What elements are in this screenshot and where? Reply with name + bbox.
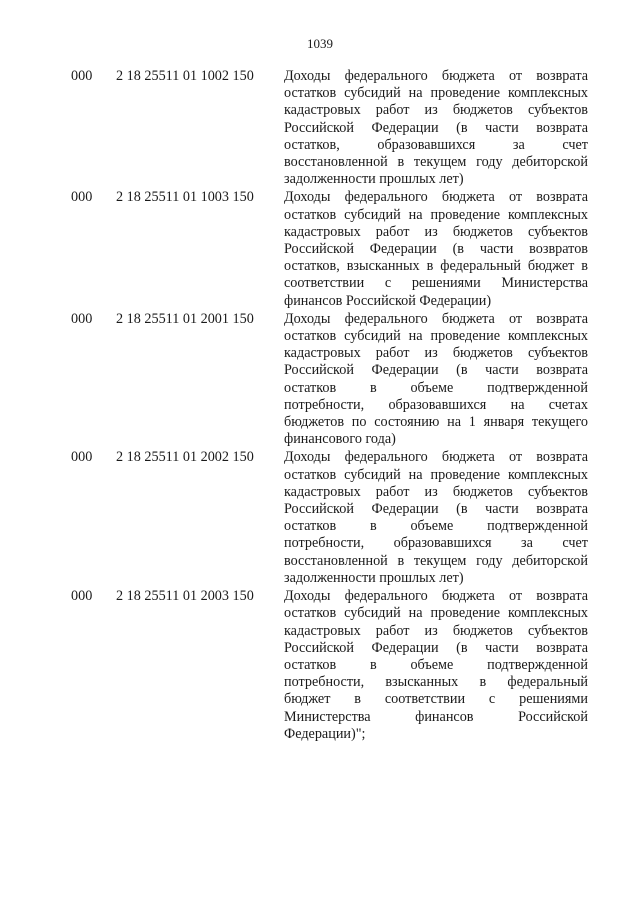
description-line: Российской Федерации (в части возврата: [284, 501, 588, 518]
budget-codes-table: [0, 68, 640, 744]
admin-code: 000: [71, 310, 93, 327]
description-line: Российской Федерации (в части возвратов: [284, 241, 588, 258]
row-description: [284, 588, 588, 743]
table-row: [0, 311, 640, 449]
description-line: Доходы федерального бюджета от возврата: [284, 310, 588, 327]
description-line: финансового года): [284, 431, 396, 448]
description-line: задолженности прошлых лет): [284, 171, 464, 188]
row-description: [284, 68, 588, 188]
description-line: бюджетов по состоянию на 1 января текущего: [284, 414, 588, 431]
description-line: остатков субсидий на проведение комплексных: [284, 206, 588, 223]
kbk-code: 2 18 25511 01 2002 150: [116, 449, 254, 466]
description-line: остатков субсидий на проведение комплексных: [284, 605, 588, 622]
description-line: остатков, образовавшихся за счет: [284, 136, 588, 153]
row-description: [284, 311, 588, 449]
table-row: [0, 189, 640, 309]
kbk-code: 2 18 25511 01 2001 150: [116, 310, 254, 327]
admin-code: 000: [71, 68, 93, 84]
kbk-code: 2 18 25511 01 1002 150: [116, 68, 254, 84]
description-line: остатков в объеме подтвержденной: [284, 518, 588, 535]
admin-code: 000: [71, 588, 93, 605]
description-line: Российской Федерации (в части возврата: [284, 639, 588, 656]
description-line: потребности, взысканных в федеральный: [284, 674, 588, 691]
description-line: бюджет в соответствии с решениями: [284, 691, 588, 708]
description-line: остатков в объеме подтвержденной: [284, 656, 588, 673]
description-line: остатков субсидий на проведение комплексных: [284, 85, 588, 102]
description-line: остатков субсидий на проведение комплексных: [284, 466, 588, 483]
description-line: Доходы федерального бюджета от возврата: [284, 449, 588, 466]
admin-code: 000: [71, 449, 93, 466]
description-line: кадастровых работ из бюджетов субъектов: [284, 483, 588, 500]
description-line: Доходы федерального бюджета от возврата: [284, 588, 588, 605]
admin-code: 000: [71, 189, 93, 206]
table-row: [0, 449, 640, 587]
description-line: потребности, образовавшихся на счетах: [284, 396, 588, 413]
table-row: [0, 588, 640, 743]
description-line: восстановленной в текущем году дебиторской: [284, 552, 588, 569]
description-line: кадастровых работ из бюджетов субъектов: [284, 223, 588, 240]
description-line: Министерства финансов Российской: [284, 708, 588, 725]
row-description: [284, 189, 588, 309]
description-line: Российской Федерации (в части возврата: [284, 362, 588, 379]
kbk-code: 2 18 25511 01 2003 150: [116, 588, 254, 605]
description-line: остатков в объеме подтвержденной: [284, 379, 588, 396]
description-line: Доходы федерального бюджета от возврата: [284, 189, 588, 206]
description-line: финансов Российской Федерации): [284, 292, 492, 309]
description-line: остатков субсидий на проведение комплексных: [284, 328, 588, 345]
description-line: кадастровых работ из бюджетов субъектов: [284, 345, 588, 362]
description-line: соответствии с решениями Министерства: [284, 275, 588, 292]
kbk-code: 2 18 25511 01 1003 150: [116, 189, 254, 206]
description-line: потребности, образовавшихся за счет: [284, 535, 588, 552]
description-line: Российской Федерации (в части возврата: [284, 119, 588, 136]
description-line: восстановленной в текущем году дебиторской: [284, 154, 588, 171]
table-row: [0, 68, 640, 188]
row-description: [284, 449, 588, 587]
description-line: задолженности прошлых лет): [284, 569, 464, 586]
description-line: Федерации)";: [284, 725, 366, 742]
page-number: 1039: [307, 36, 333, 51]
description-line: остатков, взысканных в федеральный бюджет в: [284, 258, 588, 275]
description-line: кадастровых работ из бюджетов субъектов: [284, 102, 588, 119]
description-line: кадастровых работ из бюджетов субъектов: [284, 622, 588, 639]
description-line: Доходы федерального бюджета от возврата: [284, 68, 588, 84]
